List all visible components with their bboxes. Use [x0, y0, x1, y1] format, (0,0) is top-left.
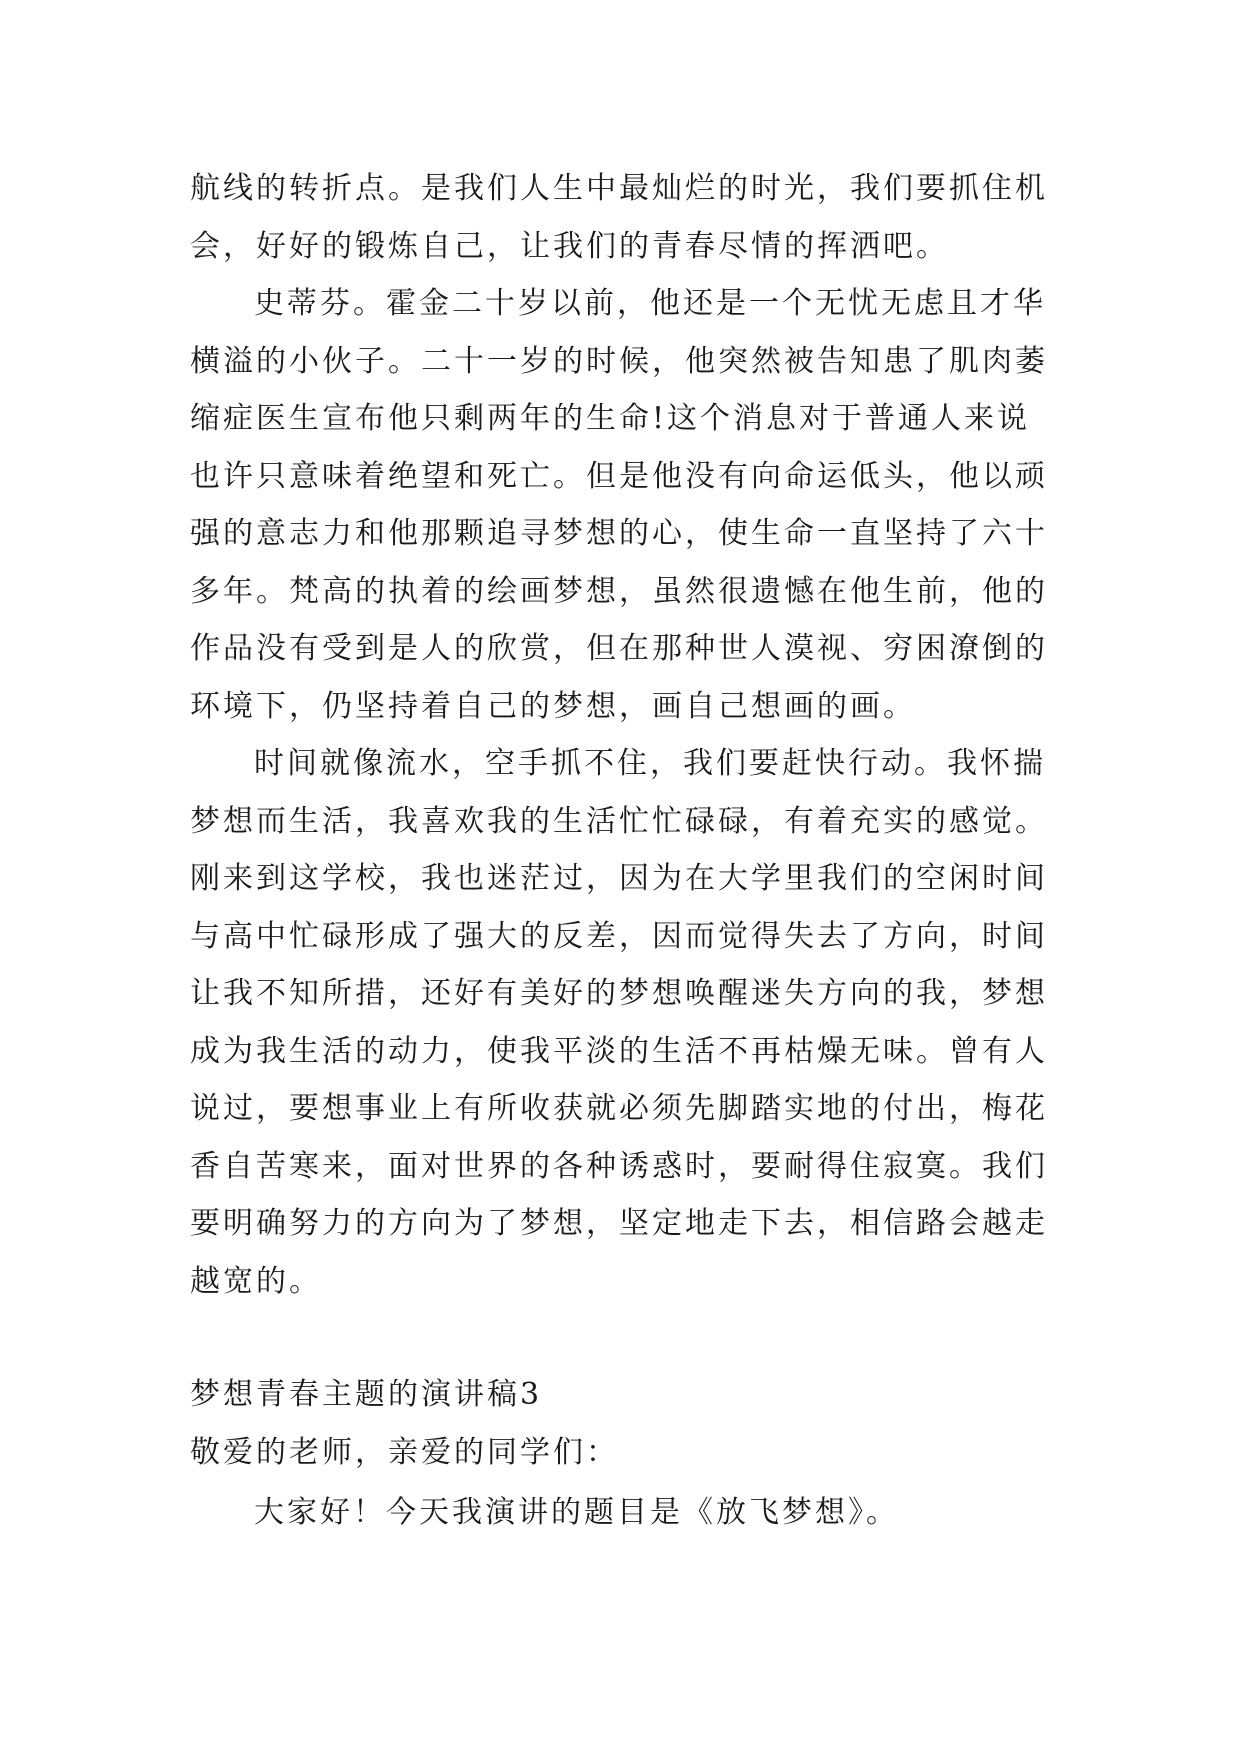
text-line: 横溢的小伙子。二十一岁的时候，他突然被告知患了肌肉萎 — [190, 343, 1048, 379]
paragraph-1 — [190, 160, 1070, 275]
section-spacer — [190, 1310, 1070, 1370]
text-line: 时间就像流水，空手抓不住，我们要赶快行动。我怀揣 — [254, 746, 1046, 781]
text-line: 刚来到这学校，我也迷茫过，因为在大学里我们的空闲时间 — [190, 861, 1048, 896]
section-title: 梦想青春主题的演讲稿3 — [190, 1377, 543, 1412]
text-line: 说过，要想事业上有所收获就必须先脚踏实地的付出，梅花 — [190, 1091, 1048, 1126]
paragraph-3 — [190, 735, 1070, 1310]
text-line: 香自苦寒来，面对世界的各种诱惑时，要耐得住寂寞。我们 — [190, 1148, 1048, 1184]
document-page — [190, 160, 1070, 1538]
text-line: 史蒂芬。霍金二十岁以前，他还是一个无忧无虑且才华 — [254, 286, 1046, 321]
text-line: 缩症医生宣布他只剩两年的生命!这个消息对于普通人来说 — [190, 401, 1031, 436]
text-line: 让我不知所措，还好有美好的梦想唤醒迷失方向的我，梦想 — [190, 976, 1048, 1011]
text-line: 与高中忙碌形成了强大的反差，因而觉得失去了方向，时间 — [190, 918, 1048, 954]
text-line: 也许只意味着绝望和死亡。但是他没有向命运低头，他以顽 — [190, 458, 1048, 494]
text-line: 越宽的。 — [190, 1263, 322, 1299]
text-line: 多年。梵高的执着的绘画梦想，虽然很遗憾在他生前，他的 — [190, 573, 1048, 609]
text-line: 成为我生活的动力，使我平淡的生活不再枯燥无味。曾有人 — [190, 1033, 1048, 1069]
salutation: 敬爱的老师，亲爱的同学们： — [190, 1435, 619, 1470]
text-line: 航线的转折点。是我们人生中最灿烂的时光，我们要抓住机 — [190, 171, 1048, 206]
text-line: 要明确努力的方向为了梦想，坚定地走下去，相信路会越走 — [190, 1206, 1048, 1241]
text-line: 环境下，仍坚持着自己的梦想，画自己想画的画。 — [190, 688, 916, 724]
text-line: 会，好好的锻炼自己，让我们的青春尽情的挥洒吧。 — [190, 228, 949, 264]
paragraph-2 — [190, 275, 1070, 735]
text-line: 强的意志力和他那颗追寻梦想的心，使生命一直坚持了六十 — [190, 516, 1048, 551]
text-line: 梦想而生活，我喜欢我的生活忙忙碌碌，有着充实的感觉。 — [190, 803, 1048, 839]
text-line: 作品没有受到是人的欣赏，但在那种世人漠视、穷困潦倒的 — [190, 631, 1048, 666]
opening-line: 大家好！今天我演讲的题目是《放飞梦想》。 — [254, 1495, 899, 1530]
